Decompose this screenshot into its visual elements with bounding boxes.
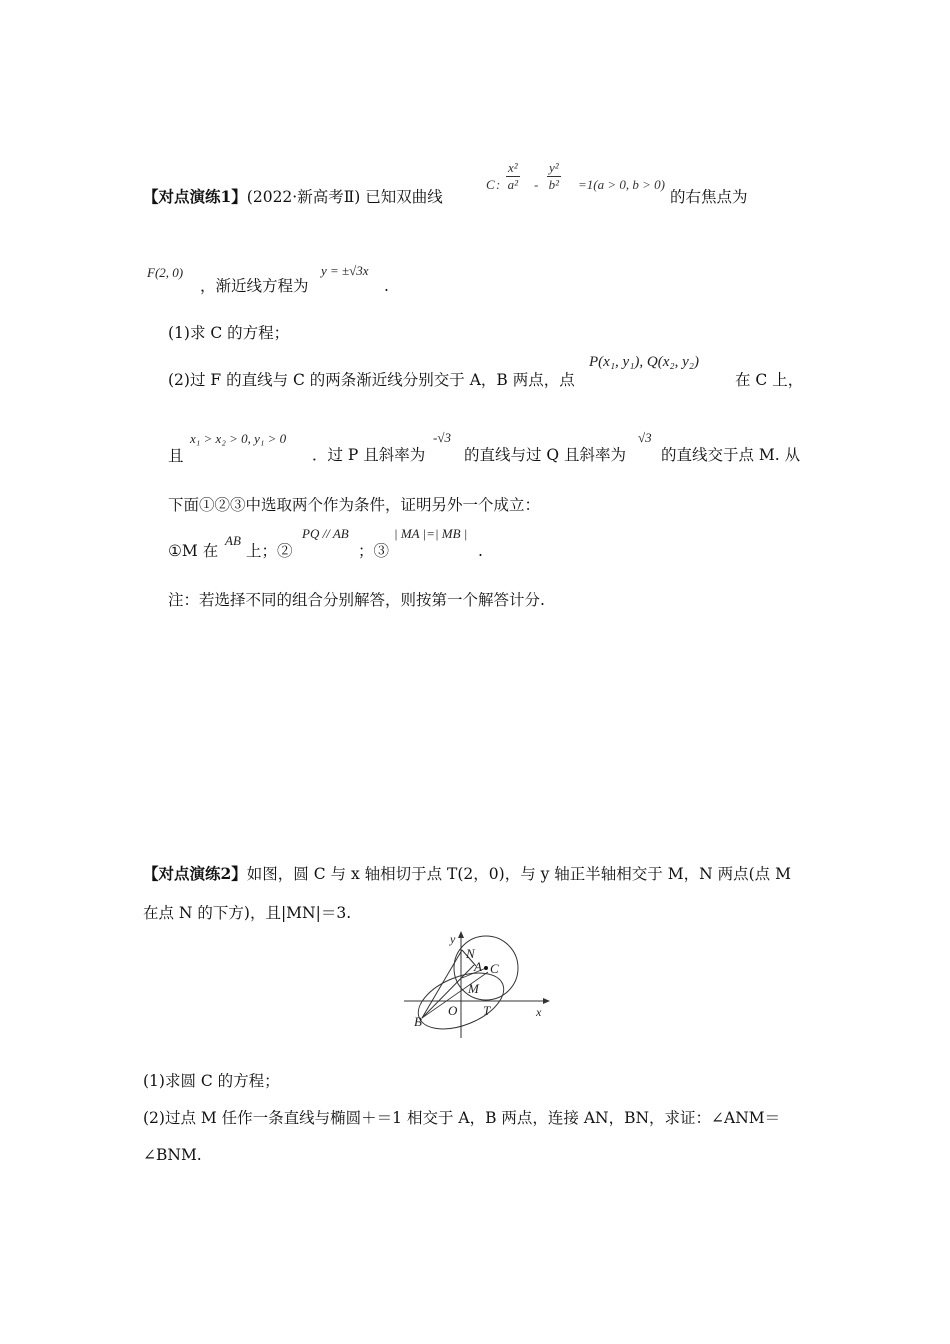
frac1-denominator: a² bbox=[507, 177, 519, 192]
focus-point: F(2, 0) bbox=[147, 265, 184, 280]
asymptote-period: . bbox=[384, 277, 389, 295]
label-n: N bbox=[466, 946, 475, 961]
x-axis-arrow bbox=[543, 998, 550, 1004]
problem2-question-1: (1)求圆 C 的方程； bbox=[143, 1072, 280, 1090]
points-p-q: P(x₁, y₁), Q(x₂, y₂) bbox=[589, 354, 699, 370]
problem2-question-2-line2: ∠BNM. bbox=[143, 1146, 202, 1164]
asymptote-text: ，渐近线方程为 bbox=[200, 277, 309, 295]
frac2-denominator: b² bbox=[548, 177, 560, 192]
question-2-part-f: 的直线交于点 M. 从 bbox=[661, 446, 801, 464]
problem1-source: (2022·新高考Ⅱ) bbox=[246, 188, 361, 206]
circle-ellipse-figure bbox=[400, 928, 560, 1048]
problem2-tag: 【对点演练2】 bbox=[143, 864, 247, 883]
question-2-part-a: (2)过 F 的直线与 C 的两条渐近线分别交于 A，B 两点，点 bbox=[168, 371, 575, 389]
problem2-question-2-line1: (2)过点 M 任作一条直线与椭圆＋＝1 相交于 A，B 两点，连接 AN，BN，求证：∠ANM＝ bbox=[143, 1109, 781, 1127]
scoring-note: 注：若选择不同的组合分别解答，则按第一个解答计分. bbox=[168, 591, 545, 609]
label-o: O bbox=[448, 1003, 458, 1018]
option-1-prefix: ①M 在 bbox=[168, 542, 219, 560]
label-b: B bbox=[414, 1014, 422, 1029]
condition-x1-x2: x₁ > x₂ > 0, y₁ > 0 bbox=[190, 431, 287, 446]
label-x: x bbox=[536, 1005, 542, 1019]
problem2-line2: 在点 N 的下方)，且|MN|＝3. bbox=[143, 904, 352, 922]
question-2-part-c: 且 bbox=[168, 447, 184, 465]
question-2-part-b: 在 C 上， bbox=[735, 371, 804, 389]
option-2-parallel: PQ // AB bbox=[302, 526, 349, 541]
option-2-suffix: ；③ bbox=[358, 542, 390, 560]
problem2-text-1: 如图，圆 C 与 x 轴相切于点 T(2，0)，与 y 轴正半轴相交于 M，N 两点(点 M bbox=[246, 865, 791, 883]
problem1-tag: 【对点演练1】 bbox=[143, 187, 247, 206]
problem1-header-line bbox=[143, 186, 443, 208]
label-c: C bbox=[490, 961, 499, 976]
option-3-suffix: . bbox=[478, 542, 483, 560]
frac2-numerator: y² bbox=[549, 160, 559, 175]
fraction-x2-a2 bbox=[506, 160, 520, 193]
option-1-segment-ab: AB bbox=[225, 533, 241, 548]
label-y: y bbox=[450, 932, 456, 946]
question-1: (1)求 C 的方程； bbox=[168, 324, 290, 342]
center-point-c bbox=[484, 966, 488, 970]
problem2-line1 bbox=[143, 863, 791, 885]
option-1-suffix: 上；② bbox=[246, 542, 293, 560]
question-2-part-d: ．过 P 且斜率为 bbox=[312, 446, 426, 464]
slope-sqrt3: √3 bbox=[638, 430, 652, 445]
minus-sign: - bbox=[534, 177, 539, 192]
frac1-numerator: x² bbox=[508, 160, 518, 175]
y-axis-arrow bbox=[458, 931, 464, 938]
question-2-part-g: 下面①②③中选取两个作为条件，证明另外一个成立： bbox=[168, 496, 541, 514]
asymptote-equation: y = ±√3x bbox=[321, 263, 369, 278]
label-t: T bbox=[483, 1003, 491, 1018]
equation-tail: =1(a > 0, b > 0) bbox=[578, 177, 665, 192]
label-a: A bbox=[474, 959, 482, 974]
hyperbola-c: C bbox=[486, 177, 495, 192]
slope-negative-sqrt3: -√3 bbox=[433, 430, 451, 445]
right-focus-text: 的右焦点为 bbox=[670, 188, 748, 206]
problem1-intro: 已知双曲线 bbox=[365, 188, 443, 206]
fraction-y2-b2 bbox=[547, 160, 561, 193]
option-3-equal-lengths: | MA |=| MB | bbox=[394, 526, 468, 541]
label-m: M bbox=[468, 981, 479, 996]
question-2-part-e: 的直线与过 Q 且斜率为 bbox=[464, 446, 627, 464]
